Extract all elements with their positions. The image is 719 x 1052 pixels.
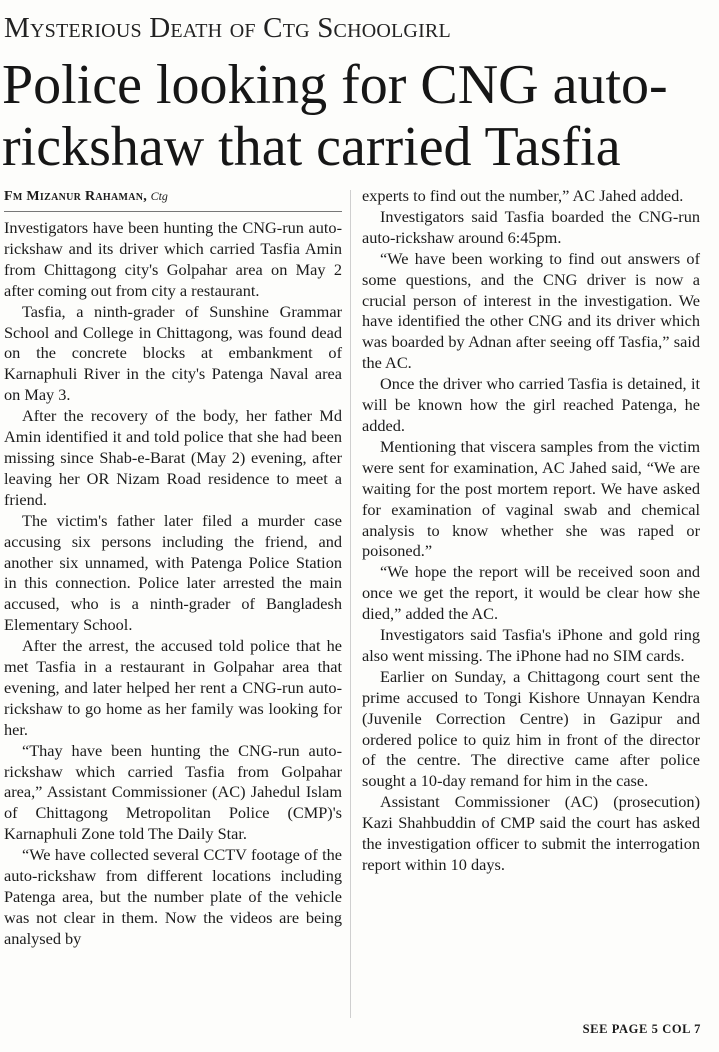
article-column-left [4,186,342,950]
article-column-right [362,186,700,876]
headline-line-2: rickshaw that carried Tasfia [2,116,621,178]
paragraph: After the recovery of the body, her father Md Amin identified it and told police that she had been missing since Shab-e-Barat (May 2) evening, after leaving her OR Nizam Road residence to meet a friend. [4,406,342,509]
continuation-jump-line: SEE PAGE 5 COL 7 [582,1022,701,1036]
paragraph: experts to find out the number,” AC Jahed added. [362,186,684,205]
paragraph: After the arrest, the accused told police that he met Tasfia in a restaurant in Golpahar area that evening, and later helped her rent a CNG-run auto-rickshaw to go home as her family was looking for her. [4,636,342,739]
paragraph: “We hope the report will be received soon and once we get the report, it would be clear how she died,” added the AC. [362,562,700,624]
paragraph: Once the driver who carried Tasfia is detained, it will be known how the girl reached Patenga, he added. [362,374,700,435]
paragraph: Tasfia, a ninth-grader of Sunshine Grammar School and College in Chittagong, was found dead on the concrete blocks at embankment of Karnaphuli River in the city's Patenga Naval area on May 3. [4,301,342,405]
paragraph: Earlier on Sunday, a Chittagong court sent the prime accused to Tongi Kishore Unnayan Kendra (Juvenile Correction Centre) in Gazipur and ordered police to quiz him in front of the director of the centre. The directive came after police sought a 10-day remand for him in the case. [362,666,700,791]
byline [4,186,342,212]
paragraph: The victim's father later filed a murder case accusing six persons including the friend, and another six unnamed, with Patenga Police Station in this connection. Police later arrested the main accused, who is a ninth-grader of Bangladesh Elementary School. [4,510,342,635]
byline-location: Ctg [150,189,168,203]
paragraph: Investigators said Tasfia's iPhone and gold ring also went missing. The iPhone had no SIM cards. [362,625,700,665]
headline-line-1: Police looking for CNG auto- [2,54,668,116]
headline [2,54,717,178]
paragraph: Mentioning that viscera samples from the victim were sent for examination, AC Jahed said, “We are waiting for the post mortem report. We have asked for examination of vaginal swab and chemical analysis to know whether she was raped or poisoned.” [362,436,700,561]
paragraph: Investigators have been hunting the CNG-run auto-rickshaw and its driver which carried Tasfia Amin from Chittagong city's Golpahar area on May 2 after coming out from city a restaurant. [4,218,342,300]
byline-author: Fm Mizanur Rahaman, [4,189,148,204]
paragraph: Assistant Commissioner (AC) (prosecution) Kazi Shahbuddin of CMP said the court has asked the investigation officer to submit the interrogation report within 10 days. [362,792,700,874]
paragraph: Investigators said Tasfia boarded the CNG-run auto-rickshaw around 6:45pm. [362,206,700,247]
kicker: Mysterious Death of Ctg Schoolgirl [4,12,451,44]
column-divider [350,190,351,1018]
paragraph: “Thay have been hunting the CNG-run auto-rickshaw which carried Tasfia from Golpahar area,” Assistant Commissioner (AC) Jahedul Islam of Chittagong Metropolitan Police (CMP)'s Karnaphuli Zone told The Daily Star. [4,740,342,844]
paragraph: “We have collected several CCTV footage of the auto-rickshaw from different locations including Patenga area, but the number plate of the vehicle was not clear in them. Now the videos are being analysed by [4,845,342,948]
paragraph: “We have been working to find out answers of some questions, and the CNG driver is now a crucial person of interest in the investigation. We have identified the other CNG and its driver which was boarded by Adnan after seeing off Tasfia,” said the AC. [362,248,700,373]
